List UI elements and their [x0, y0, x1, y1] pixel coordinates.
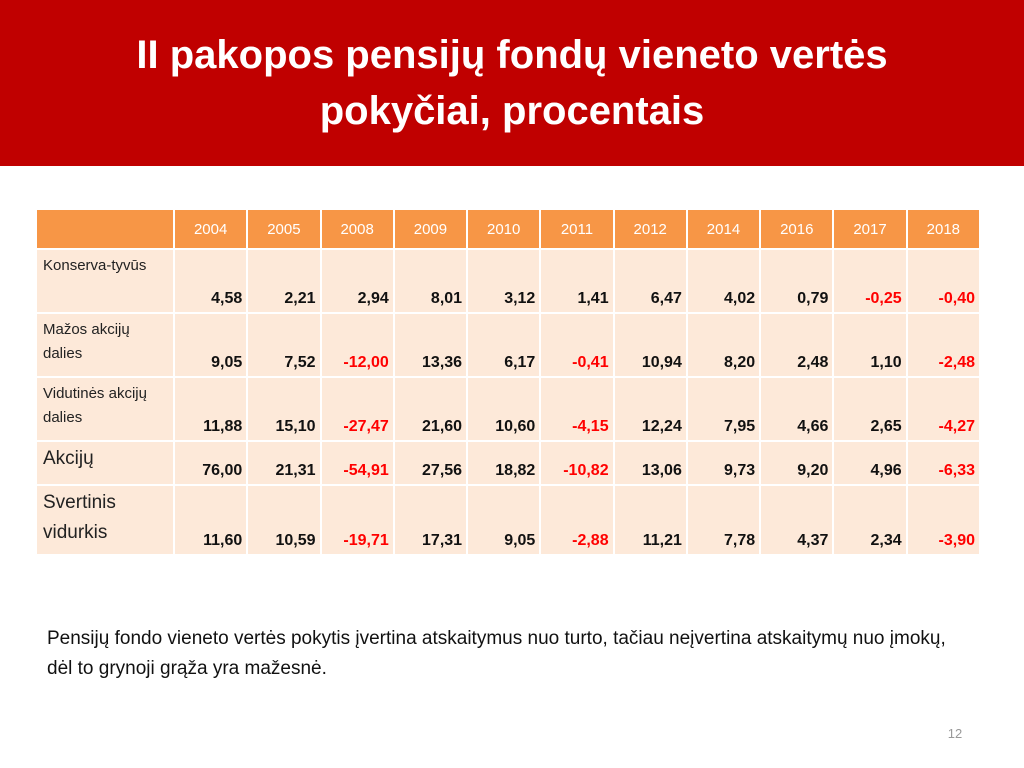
table-cell: 2,65	[834, 378, 907, 442]
table-cell: 6,17	[468, 314, 541, 378]
table-corner-cell	[37, 210, 175, 250]
row-label: Svertinis vidurkis	[37, 486, 175, 556]
column-header: 2012	[615, 210, 688, 250]
table-row	[37, 250, 981, 314]
table-cell: 1,10	[834, 314, 907, 378]
table-cell: -0,41	[541, 314, 614, 378]
table-cell: 6,47	[615, 250, 688, 314]
table-cell: 10,94	[615, 314, 688, 378]
table-cell: -4,15	[541, 378, 614, 442]
table-cell: 9,20	[761, 442, 834, 486]
column-header: 2010	[468, 210, 541, 250]
table-cell: 4,66	[761, 378, 834, 442]
table-cell: 12,24	[615, 378, 688, 442]
column-header: 2014	[688, 210, 761, 250]
table-cell: 2,94	[322, 250, 395, 314]
table-cell: -0,40	[908, 250, 981, 314]
table-cell: 9,05	[468, 486, 541, 556]
title-banner	[0, 0, 1024, 166]
table-cell: 7,52	[248, 314, 321, 378]
table-cell: 4,58	[175, 250, 248, 314]
table-cell: -2,48	[908, 314, 981, 378]
row-label: Mažos akcijų dalies	[37, 314, 175, 378]
table-cell: 15,10	[248, 378, 321, 442]
table-row	[37, 378, 981, 442]
table-cell: 11,60	[175, 486, 248, 556]
table-cell: 8,20	[688, 314, 761, 378]
table-cell: 21,31	[248, 442, 321, 486]
table-cell: 2,34	[834, 486, 907, 556]
column-header: 2017	[834, 210, 907, 250]
table-cell: 11,21	[615, 486, 688, 556]
table-cell: -2,88	[541, 486, 614, 556]
table-cell: 21,60	[395, 378, 468, 442]
column-header: 2005	[248, 210, 321, 250]
table-cell: -3,90	[908, 486, 981, 556]
table-cell: -6,33	[908, 442, 981, 486]
table-cell: 10,59	[248, 486, 321, 556]
table-cell: 9,73	[688, 442, 761, 486]
table-cell: -4,27	[908, 378, 981, 442]
table-cell: 27,56	[395, 442, 468, 486]
table-cell: 18,82	[468, 442, 541, 486]
table-cell: 4,96	[834, 442, 907, 486]
table-cell: -54,91	[322, 442, 395, 486]
table-cell: 4,02	[688, 250, 761, 314]
row-label: Konserva-tyvūs	[37, 250, 175, 314]
table-cell: -19,71	[322, 486, 395, 556]
table-row	[37, 442, 981, 486]
table-cell: 10,60	[468, 378, 541, 442]
table-cell: 13,36	[395, 314, 468, 378]
table-cell: 13,06	[615, 442, 688, 486]
table-cell: -27,47	[322, 378, 395, 442]
table-row	[37, 486, 981, 556]
table-cell: 17,31	[395, 486, 468, 556]
table-cell: -0,25	[834, 250, 907, 314]
table-cell: 7,78	[688, 486, 761, 556]
table-cell: 1,41	[541, 250, 614, 314]
column-header: 2016	[761, 210, 834, 250]
column-header: 2009	[395, 210, 468, 250]
table-cell: 9,05	[175, 314, 248, 378]
table-cell: -12,00	[322, 314, 395, 378]
row-label: Akcijų	[37, 442, 175, 486]
column-header: 2011	[541, 210, 614, 250]
pension-fund-table	[37, 210, 981, 556]
table-cell: 2,48	[761, 314, 834, 378]
table-cell: 11,88	[175, 378, 248, 442]
column-header: 2004	[175, 210, 248, 250]
table-cell: 4,37	[761, 486, 834, 556]
table-cell: 0,79	[761, 250, 834, 314]
table-row	[37, 314, 981, 378]
page-number: 12	[947, 726, 963, 741]
table-cell: 7,95	[688, 378, 761, 442]
footnote-text: Pensijų fondo vieneto vertės pokytis įvertina atskaitymus nuo turto, tačiau neįvertina atskaitymų nuo įmokų, dėl to grynoji grąža yra mažesnė.	[47, 628, 946, 679]
column-header: 2008	[322, 210, 395, 250]
table-cell: 3,12	[468, 250, 541, 314]
table-cell: -10,82	[541, 442, 614, 486]
table-cell: 76,00	[175, 442, 248, 486]
slide-title: II pakopos pensijų fondų vieneto vertės pokyčiai, procentais	[136, 33, 888, 133]
table-cell: 8,01	[395, 250, 468, 314]
column-header: 2018	[908, 210, 981, 250]
table-cell: 2,21	[248, 250, 321, 314]
table-header-row	[37, 210, 981, 250]
row-label: Vidutinės akcijų dalies	[37, 378, 175, 442]
